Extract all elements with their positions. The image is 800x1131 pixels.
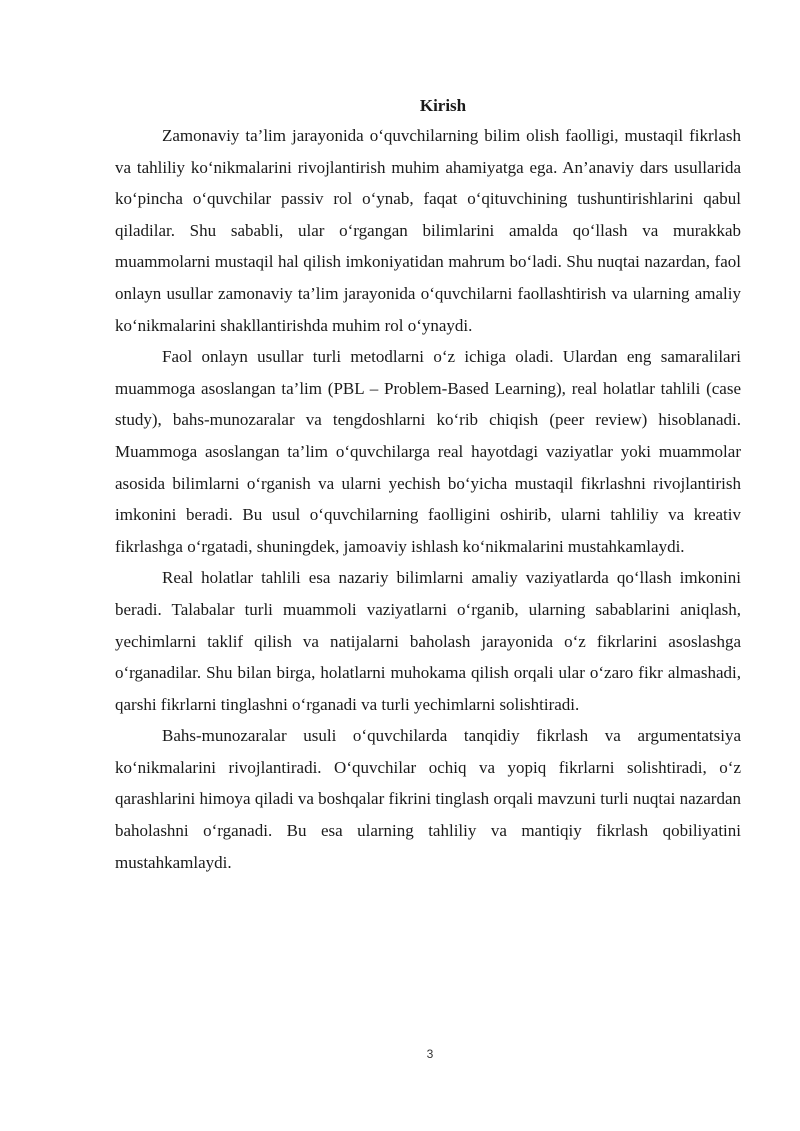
paragraph-2: Faol onlayn usullar turli metodlarni o‘z ichiga oladi. Ulardan eng samaralilari muammoga asoslangan ta’lim (PBL – Problem-Based Learning), real holatlar tahlili (case study), bahs-munozaralar va tengdoshlarni ko‘rib chiqish (peer review) hisoblanadi. Muammoga asoslangan ta’lim o‘quvchilarga real hayotdagi vaziyatlar yoki muammolar asosida bilimlarni o‘rganish va ularni yechish bo‘yicha mustaqil fikrlashni rivojlantirish imkonini beradi. Bu usul o‘quvchilarning faolligini oshirib, ularni tahliliy va kreativ fikrlashga o‘rgatadi, shuningdek, jamoaviy ishlash ko‘nikmalarini mustahkamlaydi. [115, 347, 741, 556]
page-number: 3 [426, 1047, 434, 1061]
paragraph-3: Real holatlar tahlili esa nazariy bilimlarni amaliy vaziyatlarda qo‘llash imkonini beradi. Talabalar turli muammoli vaziyatlarni o‘rganib, ularning sabablarini aniqlash, yechimlarni taklif qilish va natijalarni baholash jarayonida o‘z fikrlarini asoslashga o‘rganadilar. Shu bilan birga, holatlarni muhokama qilish orqali ular o‘zaro fikr almashadi, qarshi fikrlarni tinglashni o‘rganadi va turli yechimlarni solishtiradi. [115, 568, 741, 714]
document-page [115, 92, 741, 878]
paragraph-4: Bahs-munozaralar usuli o‘quvchilarda tanqidiy fikrlash va argumentatsiya ko‘nikmalarini rivojlantiradi. O‘quvchilar ochiq va yopiq fikrlarni solishtiradi, o‘z qarashlarini himoya qiladi va boshqalar fikrini tinglash orqali mavzuni turli nuqtai nazardan baholashni o‘rganadi. Bu esa ularning tahliliy va mantiqiy fikrlash qobiliyatini mustahkamlaydi. [115, 726, 741, 872]
paragraph-1: Zamonaviy ta’lim jarayonida o‘quvchilarning bilim olish faolligi, mustaqil fikrlash va tahliliy ko‘nikmalarini rivojlantirish muhim ahamiyatga ega. An’anaviy dars usullarida ko‘pincha o‘quvchilar passiv rol o‘ynab, faqat o‘qituvchining tushuntirishlarini qabul qiladilar. Shu sababli, ular o‘rgangan bilimlarini amalda qo‘llash va murakkab muammolarni mustaqil hal qilish imkoniyatidan mahrum bo‘ladi. Shu nuqtai nazardan, faol onlayn usullar zamonaviy ta’lim jarayonida o‘quvchilarni faollashtirish va ularning amaliy ko‘nikmalarini shakllantirishda muhim rol o‘ynaydi. [115, 126, 741, 335]
section-title: Kirish [419, 96, 467, 115]
